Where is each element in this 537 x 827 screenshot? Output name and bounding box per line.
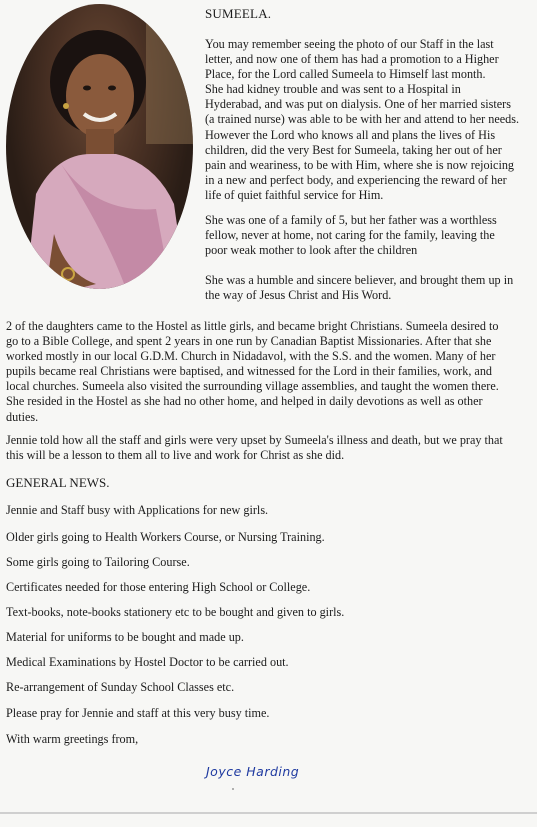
text-line: She resided in the Hostel as she had no other home, and helped in daily devotions as well as other [6, 394, 483, 409]
closing-greeting: With warm greetings from, [6, 732, 139, 746]
text-line: (a trained nurse) was able to be with her and attend to her needs. [205, 112, 520, 127]
text-line: duties. [6, 409, 39, 424]
text-line: poor weak mother to look after the children [205, 243, 418, 258]
text-line: this will be a lesson to them all to live and work for Christ as she did. [6, 448, 345, 463]
text-line: Hyderabad, and was put on dialysis. One of her married sisters [205, 97, 511, 112]
paragraph-hostel [6, 319, 499, 425]
article-title: SUMEELA. [205, 6, 272, 21]
text-line: Place, for the Lord called Sumeela to Himself last month. [205, 67, 486, 82]
general-news-heading: GENERAL NEWS. [6, 475, 110, 490]
news-item: Please pray for Jennie and staff at this very busy time. [6, 706, 270, 720]
news-item: Material for uniforms to be bought and made up. [6, 630, 244, 644]
news-item: Re-arrangement of Sunday School Classes etc. [6, 680, 235, 694]
text-line: pupils became real Christians were baptised, and witnessed for the Lord in their families, work, and [6, 364, 493, 379]
signature: Joyce Harding [206, 764, 300, 779]
text-line: life of quiet faithful service for Him. [205, 187, 384, 202]
text-line: pain and weariness, to be with Him, where she is now rejoicing [205, 157, 515, 172]
news-item: Older girls going to Health Workers Course, or Nursing Training. [6, 530, 325, 544]
text-line: the way of Jesus Christ and His Word. [205, 288, 392, 303]
text-line: She was a humble and sincere believer, and brought them up in [205, 273, 514, 287]
text-line: She had kidney trouble and was sent to a Hospital in [205, 82, 461, 97]
text-line: You may remember seeing the photo of our Staff in the last [205, 37, 494, 51]
text-line: However the Lord who knows all and plans the lives of His [205, 127, 496, 142]
page-edge [0, 812, 537, 814]
text-line: go to a Bible College, and spent 2 years in one run by Canadian Baptist Missionaries. After that she [6, 334, 492, 349]
news-item: Medical Examinations by Hostel Doctor to be carried out. [6, 655, 289, 669]
news-item: Some girls going to Tailoring Course. [6, 555, 190, 569]
text-line: local churches. Sumeela also visited the surrounding village assemblies, and taught the women there. [6, 379, 499, 394]
ink-speck [232, 788, 234, 790]
text-line: 2 of the daughters came to the Hostel as little girls, and became bright Christians. Sumeela desired to [6, 319, 499, 333]
paragraph-family [205, 213, 497, 258]
news-item: Jennie and Staff busy with Applications for new girls. [6, 503, 269, 517]
news-item: Text-books, note-books stationery etc to be bought and given to girls. [6, 605, 345, 619]
news-item: Certificates needed for those entering High School or College. [6, 580, 311, 594]
text-line: fellow, never at home, not caring for the family, leaving the [205, 228, 495, 243]
portrait-photo [6, 4, 193, 289]
text-line: She was one of a family of 5, but her father was a worthless [205, 213, 497, 227]
text-line: letter, and now one of them has had a promotion to a Higher [205, 52, 499, 67]
text-line: Jennie told how all the staff and girls were very upset by Sumeela's illness and death, but we pray that [6, 433, 503, 447]
text-line: children, did the very Best for Sumeela, taking her out of her [205, 142, 502, 157]
paragraph-believer [205, 273, 513, 303]
text-line: in a new and perfect body, and experiencing the reward of her [205, 172, 507, 187]
paragraph-jennie [6, 433, 503, 463]
text-line: worked mostly in our local G.D.M. Church in Nidadavol, with the S.S. and the women. Many of her [6, 349, 496, 364]
paragraph-intro [205, 37, 519, 203]
